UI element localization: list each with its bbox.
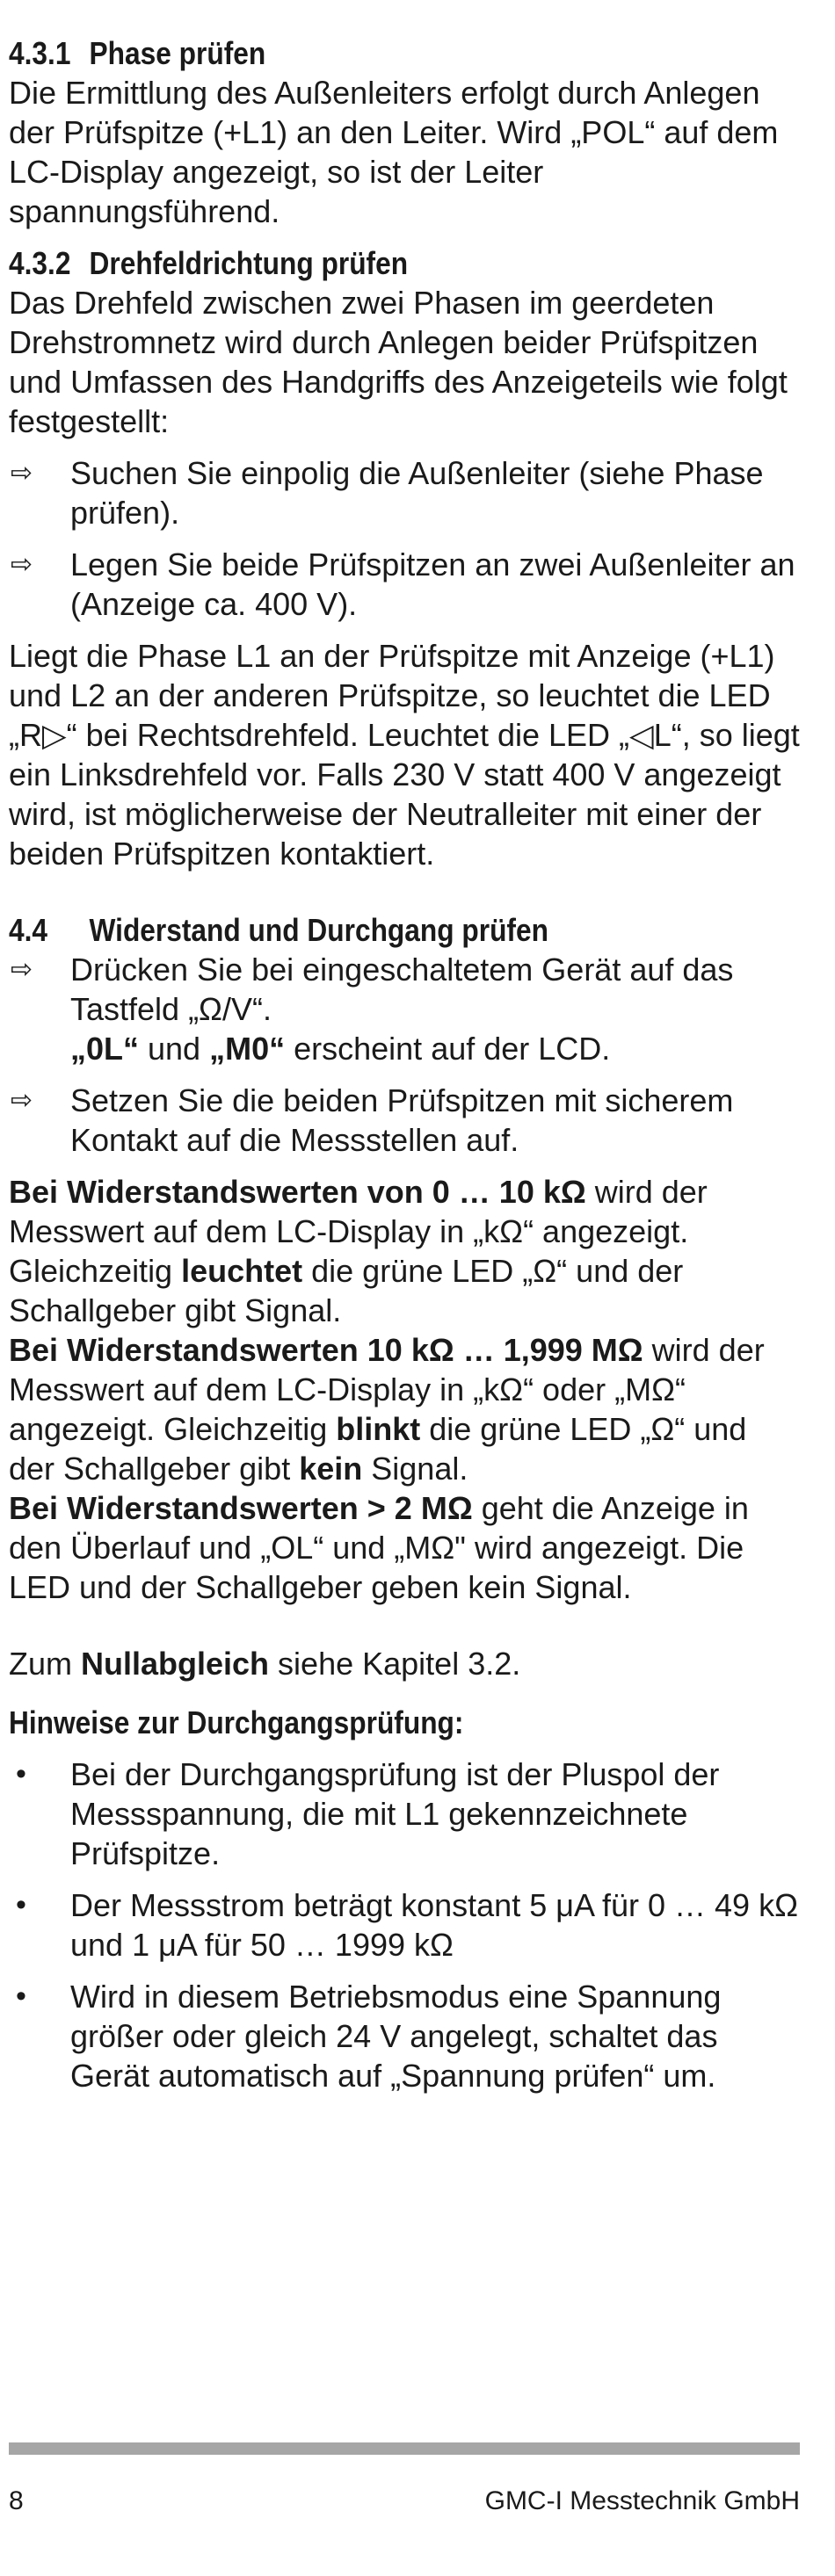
bullet-dot-icon: • [16,1979,26,2013]
arrow-right-outline-icon: ⇨ [11,550,33,579]
list-item [9,1081,800,1160]
bold-text: Nullabgleich [81,1646,270,1682]
bullet-dot-icon: • [16,1757,26,1791]
display-mo: „M0“ [209,1031,286,1067]
display-ol: „0L“ [70,1031,140,1067]
arrow-right-outline-icon: ⇨ [11,955,33,984]
company-name: GMC-I Messtechnik GmbH [484,2486,800,2515]
list-item-text: Wird in diesem Betriebsmodus eine Spannung größer oder gleich 24 V angelegt, schaltet das Gerät automatisch auf „Spannung prüfen“ um. [70,1979,722,2094]
body-text: wird der Messwert auf dem LC-Display in „kΩ“ angezeigt. Gleichzeitig [9,1174,708,1289]
section-title: Widerstand und Durchgang prüfen [89,912,548,948]
list-item-text: Bei der Durchgangsprüfung ist der Pluspol der Messspannung, die mit L1 gekennzeichnete Prüfspitze. [70,1756,720,1871]
notes-heading: Hinweise zur Durchgangsprüfung: [9,1704,464,1740]
footer-divider [9,2442,800,2455]
list-item [9,1977,800,2095]
body-text: Zum [9,1646,82,1682]
list-item-text: Legen Sie beide Prüfspitzen an zwei Außenleiter an (Anzeige ca. 400 V). [70,546,795,622]
section-title: Phase prüfen [89,35,266,71]
body-text: geht die Anzeige in den Überlauf und „OL“ und „MΩ" wird angezeigt. Die LED und der Schallgeber geben kein Signal. [9,1490,749,1605]
section-title: Drehfeldrichtung prüfen [89,245,409,281]
bold-text: leuchtet [181,1253,303,1289]
bullet-dot-icon: • [16,1888,26,1921]
list-item-text: Setzen Sie die beiden Prüfspitzen mit sicherem Kontakt auf die Messstellen auf. [70,1082,734,1158]
body-text: die grüne LED „Ω“ und der Schallgeber gibt Signal. [9,1253,684,1328]
rotation-intro: Das Drehfeld zwischen zwei Phasen im geerdeten Drehstromnetz wird durch Anlegen beider Prüfspitzen und Umfassen des Handgriffs des Anzeigeteils wie folgt festgestellt: [9,285,788,439]
body-text: die grüne LED „Ω“ und der Schallgeber gibt [9,1411,747,1487]
list-item [9,1885,800,1965]
section-number: 4.4 [9,912,48,948]
bold-text: kein [299,1451,363,1487]
list-item [9,545,800,624]
section-heading-4-3-2 [9,243,705,283]
list-item [9,950,800,1068]
section-heading-4-4 [9,910,705,950]
connector-text: und [139,1031,210,1067]
list-item [9,453,800,532]
section-number: 4.3.1 [9,35,71,71]
bold-text: Bei Widerstandswerten > 2 MΩ [9,1490,473,1526]
list-item-text: Suchen Sie einpolig die Außenleiter (siehe Phase prüfen). [70,455,764,531]
bold-text: Bei Widerstandswerten 10 kΩ … 1,999 MΩ [9,1332,643,1368]
rotation-result: Liegt die Phase L1 an der Prüfspitze mit Anzeige (+L1) und L2 an der anderen Prüfspitze, so leuchtet die LED „R▷“ bei Rechtsdrehfeld. Leuchtet die LED „◁L“, so liegt ein Linksdrehfeld vor. Falls 230 V statt 400 V angezeigt wird, ist möglicherweise der Neutralleiter mit einer der beiden Prüfspitzen kontaktiert. [9,638,800,872]
body-text: Signal. [362,1451,468,1487]
arrow-right-outline-icon: ⇨ [11,459,33,488]
section-heading-4-3-1 [9,33,705,73]
body-text: siehe Kapitel 3.2. [269,1646,521,1682]
resistance-paragraph-high [9,1488,800,1607]
page-content [9,33,800,2095]
list-item-text: Drücken Sie bei eingeschaltetem Gerät auf das Tastfeld „Ω/V“. [70,952,734,1027]
list-item [9,1755,800,1873]
list-item-text: Der Messstrom beträgt konstant 5 μA für 0 … 49 kΩ und 1 μA für 50 … 1999 kΩ [70,1887,798,1963]
section-number: 4.3.2 [9,245,71,281]
phase-paragraph: Die Ermittlung des Außenleiters erfolgt durch Anlegen der Prüfspitze (+L1) an den Leiter. Wird „POL“ auf dem LC-Display angezeigt, so ist der Leiter spannungsführend. [9,75,779,229]
bold-text: blinkt [336,1411,421,1447]
page-number: 8 [9,2486,24,2515]
body-text: wird der Messwert auf dem LC-Display in „kΩ“ oder „MΩ“ angezeigt. Gleichzeitig [9,1332,765,1447]
display-text: erscheint auf der LCD. [285,1031,611,1067]
arrow-right-outline-icon: ⇨ [11,1086,33,1115]
resistance-paragraph-mid [9,1330,800,1488]
bold-text: Bei Widerstandswerten von 0 … 10 kΩ [9,1174,586,1210]
zero-adjust-note [9,1644,800,1683]
resistance-paragraph-low [9,1172,800,1330]
